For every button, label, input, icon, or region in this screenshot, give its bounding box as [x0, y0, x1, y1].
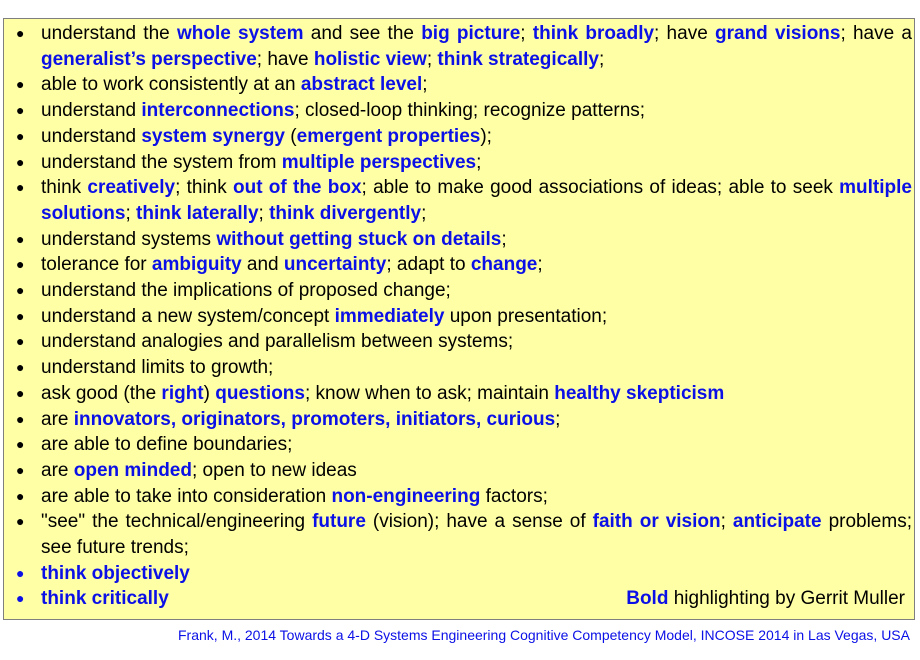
highlighted-phrase: without getting stuck on details — [216, 228, 502, 250]
item-text: ; — [422, 74, 428, 96]
highlighted-phrase: generalist’s perspective — [41, 48, 257, 70]
list-item — [4, 329, 916, 355]
bullet-icon: ● — [16, 25, 25, 41]
highlighted-phrase: grand visions — [715, 23, 841, 44]
bullet-icon: ● — [16, 102, 25, 119]
list-item — [4, 124, 916, 150]
highlighted-phrase: system synergy — [141, 125, 286, 147]
highlighted-phrase: out of the box — [233, 177, 362, 199]
highlighted-phrase: open minded — [73, 459, 192, 481]
item-text: understand analogies and parallelism between systems; — [41, 331, 514, 353]
item-text: ) — [203, 382, 216, 404]
list-item — [4, 252, 916, 278]
item-text: ; — [476, 151, 482, 173]
bullet-icon: ● — [16, 513, 25, 530]
highlighted-phrase: multiple solutions — [41, 177, 912, 224]
bullet-icon: ● — [16, 282, 25, 299]
highlighted-phrase: non-engineering — [331, 485, 481, 507]
item-text: ; — [501, 228, 507, 250]
bullet-icon: ● — [16, 127, 25, 144]
item-text: able to work consistently at an — [41, 74, 301, 96]
list-item — [4, 355, 916, 381]
bullet-icon: ● — [16, 333, 25, 350]
highlighted-phrase: creatively — [87, 177, 176, 199]
highlighted-phrase: think broadly — [532, 23, 655, 44]
list-item — [4, 458, 916, 484]
item-text: understand systems — [41, 228, 217, 250]
item-text: upon presentation; — [444, 305, 608, 327]
highlighted-phrase: big picture — [421, 23, 521, 44]
highlighted-phrase: think strategically — [437, 48, 599, 70]
highlighted-phrase: emergent properties — [296, 125, 481, 147]
item-text: are — [41, 459, 74, 481]
item-text: ); — [480, 125, 492, 147]
item-text: tolerance for — [41, 254, 152, 276]
bullet-icon: ● — [16, 307, 25, 324]
credit-bold-word: Bold — [626, 588, 669, 609]
item-text: ; — [258, 202, 270, 224]
list-item — [4, 561, 916, 587]
item-text: ; open to new ideas — [191, 459, 357, 481]
item-text: are able to take into consideration — [41, 485, 332, 507]
item-text: understand a new system/concept — [41, 305, 335, 327]
highlighted-phrase: think objectively — [41, 562, 190, 584]
highlighted-phrase: future — [312, 511, 366, 533]
item-text: ; — [125, 202, 137, 224]
list-item — [4, 227, 916, 253]
source-citation: Frank, M., 2014 Towards a 4-D Systems Engineering Cognitive Competency Model, INCOSE 2014 in Las Vegas, USA — [178, 627, 910, 643]
highlighted-phrase: faith or vision — [592, 511, 721, 533]
item-text: are — [41, 408, 74, 430]
highlighted-phrase: immediately — [334, 305, 445, 327]
item-text: ; adapt to — [386, 254, 471, 276]
item-text: understand — [41, 125, 142, 147]
item-text: ; have — [256, 48, 314, 70]
item-text: ; closed-loop thinking; recognize patterns; — [294, 100, 646, 122]
bullet-icon: ● — [16, 256, 25, 273]
item-text: ; know when to ask; maintain — [304, 382, 555, 404]
item-text: understand the implications of proposed change; — [41, 280, 451, 302]
list-item — [4, 278, 916, 304]
item-text: ask good (the — [41, 382, 162, 404]
item-text: ; have — [654, 23, 715, 44]
bullet-icon: ● — [16, 230, 25, 247]
list-item — [4, 175, 916, 226]
list-item — [4, 304, 916, 330]
item-text: ; — [720, 511, 733, 533]
highlighted-phrase: holistic view — [313, 48, 427, 70]
list-item — [4, 407, 916, 433]
bullet-icon: ● — [16, 153, 25, 170]
bullet-icon: ● — [16, 384, 25, 401]
item-text: ; — [598, 48, 605, 70]
item-text: understand — [41, 100, 142, 122]
highlighted-phrase: anticipate — [732, 511, 822, 533]
list-item — [4, 432, 916, 458]
highlighted-phrase: uncertainty — [283, 254, 387, 276]
list-item — [4, 509, 916, 560]
highlighted-phrase: abstract level — [300, 74, 423, 96]
competency-list — [4, 21, 916, 612]
bullet-icon: ● — [16, 564, 25, 581]
item-text: (vision); have a sense of — [365, 511, 593, 533]
item-text: and — [241, 254, 284, 276]
list-item — [4, 98, 916, 124]
credit-text: highlighting by Gerrit Muller — [668, 588, 905, 609]
item-text: ; — [520, 23, 533, 44]
list-item — [4, 484, 916, 510]
highlighted-phrase: think divergently — [269, 202, 422, 224]
item-text: ( — [285, 125, 297, 147]
item-text: think — [41, 177, 88, 199]
item-text: ; have a — [840, 23, 912, 44]
highlighted-phrase: whole system — [176, 23, 304, 44]
bullet-icon: ● — [16, 487, 25, 504]
item-text: ; — [426, 48, 438, 70]
item-text: problems; see future trends; — [41, 511, 912, 559]
item-text: ; — [537, 254, 543, 276]
item-text: ; think — [175, 177, 234, 199]
highlighted-phrase: think critically — [41, 588, 169, 610]
list-item — [4, 72, 916, 98]
highlighted-phrase: right — [161, 382, 204, 404]
highlighted-phrase: multiple perspectives — [281, 151, 477, 173]
highlighted-phrase: questions — [215, 382, 305, 404]
item-text: ; — [421, 202, 427, 224]
bullet-icon: ● — [16, 76, 25, 93]
bullet-icon: ● — [16, 590, 25, 607]
list-item — [4, 21, 916, 72]
list-item — [4, 381, 916, 407]
bullet-icon: ● — [16, 410, 25, 427]
item-text: understand limits to growth; — [41, 357, 274, 379]
item-text: ; — [555, 408, 561, 430]
bullet-icon: ● — [16, 179, 25, 196]
item-text: understand the system from — [41, 151, 282, 173]
item-text: ; able to make good associations of ideas; able to seek — [361, 177, 840, 199]
highlighted-phrase: change — [470, 254, 538, 276]
highlighted-phrase: interconnections — [141, 100, 295, 122]
item-text: are able to define boundaries; — [41, 434, 293, 456]
highlighted-phrase: think laterally — [136, 202, 259, 224]
highlighted-phrase: ambiguity — [151, 254, 242, 276]
item-text: understand the — [41, 23, 177, 44]
bullet-icon: ● — [16, 436, 25, 453]
bullet-icon: ● — [16, 359, 25, 376]
item-text: "see" the technical/engineering — [41, 511, 313, 533]
highlight-credit — [626, 586, 905, 612]
item-text: and see the — [303, 23, 422, 44]
competency-box — [3, 18, 915, 620]
bullet-icon: ● — [16, 461, 25, 478]
list-item — [4, 150, 916, 176]
highlighted-phrase: healthy skepticism — [554, 382, 725, 404]
item-text: factors; — [480, 485, 548, 507]
highlighted-phrase: innovators, originators, promoters, initiators, curious — [73, 408, 556, 430]
